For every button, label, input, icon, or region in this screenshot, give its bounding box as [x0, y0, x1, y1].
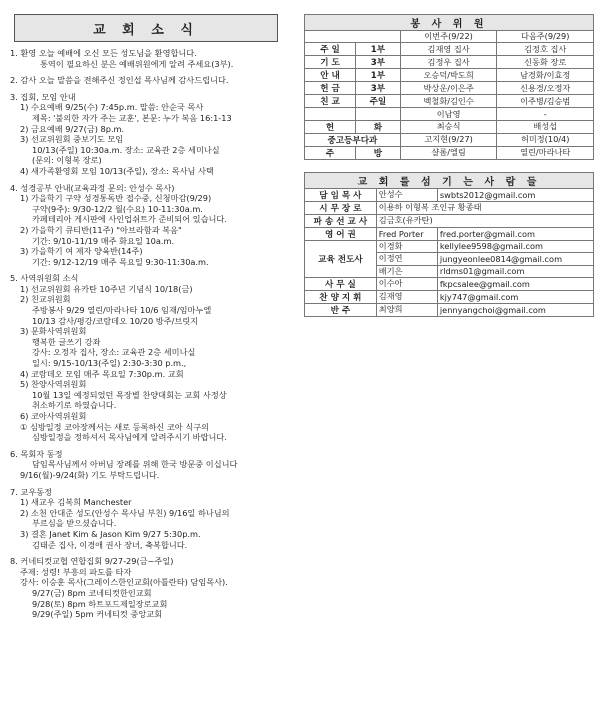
news-line: 10/13 감사/평강/코람데오 10/20 방주/브릿지: [32, 315, 199, 326]
news-section: [10, 556, 292, 620]
service-category: 헌 금: [305, 82, 356, 95]
service-this-week: 이남영: [400, 108, 497, 120]
church-servants-title: 교 회 를 섬 기 는 사 람 들: [305, 172, 594, 188]
news-line: 1) 선교위원회 유카탄 10주년 기념식 10/18(금): [20, 283, 193, 294]
servant-name: 이용하 이형복 조인규 황종태: [376, 201, 593, 214]
service-next-week: 이주병/김승범: [497, 95, 594, 108]
servant-role: 파 송 선 교 사: [305, 214, 377, 227]
service-committee-title: 봉 사 위 원: [305, 15, 594, 31]
servant-email: fkpcsalee@gmail.com: [437, 277, 593, 290]
news-line: 3) 문화사역위원회: [20, 326, 87, 337]
news-line: 9/28(토) 8pm 하트포드제일장로교회: [32, 598, 168, 609]
news-section: [10, 183, 292, 268]
news-line: 2) 금요예배 9/27(금) 8p.m.: [20, 123, 125, 134]
service-subcategory: 주일: [356, 95, 401, 108]
servant-name: 이정연: [376, 253, 437, 265]
news-line: 주방봉사 9/29 열린/마라나타 10/6 임재/임마누엘: [32, 305, 212, 316]
news-line: 심방일정을 정하셔서 목사님에게 알려주시기 바랍니다.: [32, 432, 227, 443]
servant-email: rldms01@gmail.com: [437, 265, 593, 277]
servant-email: swbts2012@gmail.com: [437, 188, 593, 201]
news-line: 1) 수요예배 9/25(수) 7:45p.m. 말씀: 안순국 목사: [20, 102, 204, 113]
servant-name: 배기은: [376, 265, 437, 277]
service-next-week: 배성섭: [497, 120, 594, 133]
news-line: 일시: 9/15-10/13(주일) 2:30-3:30 p.m.,: [32, 358, 187, 369]
servant-role: 담 임 목 사: [305, 188, 377, 201]
servant-email: kjy747@gmail.com: [437, 290, 593, 303]
news-line: 3. 집회, 모임 안내: [10, 91, 76, 102]
news-line: 강사: 오정자 집사, 장소: 교육관 2층 세미나실: [32, 347, 196, 358]
news-line: 10/13(주일) 10:30a.m. 장소: 교육관 2층 세미나실: [32, 144, 220, 155]
service-row: [305, 56, 594, 69]
news-line: 4. 성경공부 안내(교육과정 문의: 안성수 목사): [10, 182, 175, 193]
news-line: 4) 새가족환영회 모임 10/13(주일), 장소: 목사님 사택: [20, 165, 214, 176]
service-category: 중고등부다과: [305, 133, 401, 146]
servant-name: 이수아: [376, 277, 437, 290]
news-line: 부르심을 받으셨습니다.: [32, 518, 117, 529]
news-section: [10, 273, 292, 443]
church-news-column: [0, 0, 290, 719]
service-next-week: 신동화 장로: [497, 56, 594, 69]
news-line: (문의: 이형복 장로): [32, 155, 102, 166]
service-subcategory: 3부: [356, 56, 401, 69]
news-line: 2) 친교위원회: [20, 294, 71, 305]
news-line: 5. 사역위원회 소식: [10, 273, 79, 284]
service-category: 친 교: [305, 95, 356, 108]
servant-row: [305, 277, 594, 290]
church-news-body: [10, 48, 292, 620]
service-this-week: 김재영 집사: [400, 43, 497, 56]
servant-row: [305, 201, 594, 214]
servant-name: 안성수: [376, 188, 437, 201]
news-line: 3) 가을학기 여 제자 양육반(14주): [20, 246, 143, 257]
service-this-week: 최승식: [400, 120, 497, 133]
service-category: 기 도: [305, 56, 356, 69]
service-next-week: 신용경/오정자: [497, 82, 594, 95]
news-line: 5) 찬양사역위원회: [20, 379, 87, 390]
service-this-week: 오승덕/박도희: [400, 69, 497, 82]
news-section: [10, 487, 292, 551]
servant-row: [305, 227, 594, 240]
service-subcategory: 화: [356, 120, 401, 133]
news-line: 취소하기로 하였습니다.: [32, 400, 117, 411]
news-line: 8. 커네티컷교협 연합집회 9/27-29(금~주일): [10, 556, 174, 567]
news-line: 기간: 9/12-12/19 매주 목요일 9:30-11:30a.m.: [32, 256, 209, 267]
news-section: [10, 75, 292, 86]
service-row: [305, 43, 594, 56]
news-line: 강사: 이승훈 목사(그레이스한인교회(아틀란타) 담임목사).: [20, 577, 228, 588]
servant-email: jennyangchoi@gmail.com: [437, 303, 593, 316]
servant-row: [305, 240, 594, 252]
servant-email: jungyeonlee0814@gmail.com: [437, 253, 593, 265]
servant-role: 반 주: [305, 303, 377, 316]
servant-role: 사 무 실: [305, 277, 377, 290]
news-line: 담임목사님께서 아버님 장례를 위해 한국 방문중 이십니다: [32, 459, 238, 470]
service-this-week: 샬롬/엘림: [400, 146, 497, 159]
news-line: 1. 환영 오늘 예배에 오신 모든 성도님을 환영합니다.: [10, 48, 197, 58]
news-line: 1) 가을학기 구약 성경통독반 접수중, 신청마감(9/29): [20, 193, 212, 204]
service-committee-table: [304, 14, 594, 160]
right-column: [304, 14, 594, 317]
news-line: 4) 코람데오 모임 매주 목요일 7:30p.m. 교회: [20, 368, 184, 379]
servant-row: [305, 188, 594, 201]
news-line: 3) 결혼 Janet Kim & Jason Kim 9/27 5:30p.m.: [20, 528, 201, 539]
servant-role: 시 무 장 로: [305, 201, 377, 214]
news-line: 3) 선교위원회 중보기도 모임: [20, 134, 124, 145]
servant-name: 김재영: [376, 290, 437, 303]
news-line: 2) 가을학기 큐티반(11주) "아브라함과 복음": [20, 224, 182, 235]
news-line: 9/16(월)-9/24(화) 기도 부탁드립니다.: [20, 469, 160, 480]
news-line: 카페테리아 게시판에 사인업쉬트가 준비되어 있습니다.: [32, 214, 227, 225]
service-row: [305, 146, 594, 159]
news-line: 기간: 9/10-11/19 매주 화요일 10a.m.: [32, 235, 175, 246]
news-line: 6) 코아사역위원회: [20, 411, 87, 421]
servant-name: 김금호(유카탄): [376, 214, 593, 227]
news-section: [10, 48, 292, 69]
service-subcategory: 3부: [356, 82, 401, 95]
service-subcategory: [356, 108, 401, 120]
service-category: 안 내: [305, 69, 356, 82]
news-line: 통역이 필요하신 분은 예배위원에게 알려 주세요(3부).: [40, 58, 234, 69]
servant-role: 찬 양 지 휘: [305, 290, 377, 303]
news-line: 제목: '불의한 자가 주는 교훈', 본문: 누가 복음 16:1-13: [32, 112, 232, 123]
service-this-week: 박상운/이은주: [400, 82, 497, 95]
service-category: 주: [305, 146, 356, 159]
service-row: [305, 120, 594, 133]
service-next-week: 남경화/이효정: [497, 69, 594, 82]
servant-name: 이경화: [376, 240, 437, 252]
service-this-week: 백철화/김인수: [400, 95, 497, 108]
service-row: [305, 95, 594, 108]
servant-row: [305, 214, 594, 227]
service-subcategory: 1부: [356, 69, 401, 82]
news-line: 2. 감사 오늘 말씀을 전해주신 정인섭 목사님께 감사드립니다.: [10, 75, 229, 86]
servant-email: kellylee9598@gmail.com: [437, 240, 593, 252]
news-line: 주제: 성령! 부흥의 파도를 타자: [20, 566, 132, 577]
service-subcategory: 1부: [356, 43, 401, 56]
servant-role: 교육 전도사: [305, 240, 377, 277]
service-header-blank: [305, 31, 401, 43]
news-line: 구약(9주): 9/30-12/2 월(수요) 10-11:30a.m.: [32, 203, 203, 214]
service-next-week: 허미정(10/4): [497, 133, 594, 146]
service-this-week: 김정우 집사: [400, 56, 497, 69]
service-next-week: -: [497, 108, 594, 120]
service-this-week: 고지현(9/27): [400, 133, 497, 146]
news-line: 10월 13일 예정되었던 목장별 찬양대회는 교회 사정상: [32, 389, 227, 400]
news-section: [10, 449, 292, 481]
this-week-header: 이번주(9/22): [400, 31, 497, 43]
servant-role: 영 어 권: [305, 227, 377, 240]
service-row: [305, 133, 594, 146]
news-line: 9/27(금) 8pm 코네티컷한인교회: [32, 587, 152, 598]
news-line: 7. 교우동정: [10, 486, 53, 497]
church-news-title: 교 회 소 식: [14, 14, 278, 42]
news-line: ① 심방일정 코아장께서는 새로 등록하신 코아 식구의: [20, 421, 210, 432]
servant-row: [305, 290, 594, 303]
church-servants-table: [304, 172, 594, 317]
service-row: [305, 108, 594, 120]
servant-name: 최양희: [376, 303, 437, 316]
news-line: 6. 목회자 동정: [10, 448, 63, 459]
news-line: 1) 새교우 김복희 Manchester: [20, 497, 132, 508]
news-line: 9/29(주일) 5pm 커네티컷 중앙교회: [32, 609, 163, 620]
service-subcategory: 방: [356, 146, 401, 159]
news-line: 행복한 글쓰기 강좌: [32, 336, 101, 347]
service-category: [305, 108, 356, 120]
service-category: 헌: [305, 120, 356, 133]
next-week-header: 다음주(9/29): [497, 31, 594, 43]
service-category: 주 일: [305, 43, 356, 56]
news-line: 2) 소천 안대준 성도(안성수 목사님 부친) 9/16일 하나님의: [20, 507, 230, 518]
servant-row: [305, 303, 594, 316]
news-line: 김태준 집사, 이경애 권사 장녀, 축복합니다.: [32, 539, 188, 550]
servant-name: Fred Porter: [376, 227, 437, 240]
service-row: [305, 69, 594, 82]
service-next-week: 김정호 집사: [497, 43, 594, 56]
service-next-week: 열린/마라나타: [497, 146, 594, 159]
news-section: [10, 92, 292, 177]
servant-email: fred.porter@gmail.com: [437, 227, 593, 240]
service-row: [305, 82, 594, 95]
